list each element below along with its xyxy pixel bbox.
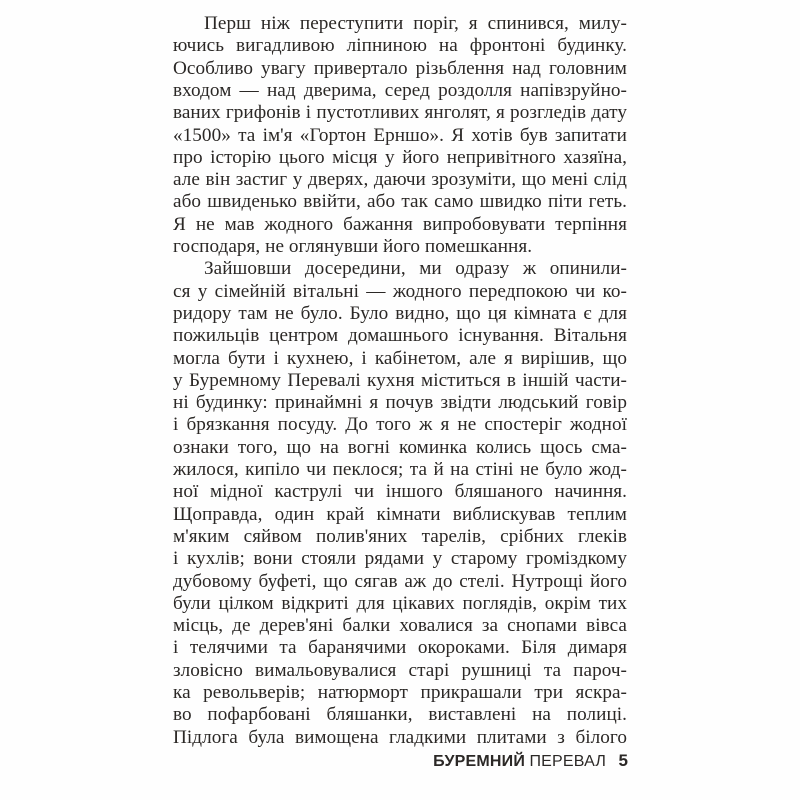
text-line: ознаки того, що на вогні коминка колись щось сма- [173,436,627,458]
text-line: були цілком відкриті для цікавих поглядів, окрім тих [173,592,627,614]
text-line: у Буремному Перевалі кухня міститься в іншій части- [173,369,627,391]
text-line: Підлога була вимощена гладкими плитами з білого [173,726,627,748]
text-line: ка револьверів; натюрморт прикрашали три яскра- [173,682,627,703]
text-line: могла бути і кухнею, і кабінетом, але я вирішив, що [173,347,627,369]
text-line: і телячими та баранячими окороками. Біля димаря [173,637,627,659]
text-line: і кухлів; вони стояли рядами у старому громіздкому [173,548,627,570]
text-line: ної мідної каструлі чи іншого бляшаного начиння. [173,481,627,503]
text-line: пожильців центром домашнього існування. Вітальня [173,325,627,347]
text-line: про історію цього місця у його непривітного хазяїна, [173,146,627,168]
text-line: дубовому буфеті, що сягав аж до стелі. Нутрощі його [173,570,627,592]
running-title-rest: ПЕРЕВАЛ [529,753,607,770]
text-line: ридору там не було. Було видно, що ця кімната є для [173,302,627,324]
text-line: Особливо увагу привертало різьблення над головним [173,57,627,79]
text-line: або швиденько ввійти, або так само швидко піти геть. [173,191,627,213]
text-line: але він застиг у дверях, даючи зрозуміти, що мені слід [173,169,627,191]
text-line: «1500» та ім'я «Гортон Ерншо». Я хотів був запитати [173,124,627,146]
text-line: Щоправда, один край кімнати виблискував теплим [173,503,627,525]
text-line: м'яким сяйвом полив'яних тарелів, срібних глеків [173,525,627,547]
page-number: 5 [618,751,628,770]
text-line: і брязкання посуду. До того ж я не спостеріг жодної [173,414,627,436]
text-line: жилося, кипіло чи пеклося; та й на стіні не було жод- [173,459,627,480]
text-line: ваних грифонів і пустотливих янголят, я розгледів дату [173,102,627,124]
text-line: місць, де дерев'яні балки ховалися за снопами вівса [173,615,627,637]
text-line: зловісно вимальовувалися старі рушниці та пароч- [173,659,627,681]
text-line: Зайшовши досередини, ми одразу ж опинили- [204,258,627,280]
text-line: ні будинку: принаймні я почув звідти людський говір [173,392,627,414]
running-footer [404,749,628,773]
text-line: ся у сімейній вітальні — жодного передпокою чи ко- [173,280,627,302]
text-line: входом — над дверима, серед роздолля напівзруйно- [173,79,627,101]
running-title-bold: БУРЕМНИЙ [433,753,526,770]
text-line: Я не мав жодного бажання випробовувати терпіння [173,213,627,235]
text-line: ючись вигадливою ліпниною на фронтоні будинку. [173,35,627,57]
text-line: господаря, не оглянувши його помешкання. [173,236,533,257]
text-line: во пофарбовані бляшанки, виставлені на полиці. [173,704,627,726]
text-line: Перш ніж переступити поріг, я спинився, милу- [204,13,627,34]
